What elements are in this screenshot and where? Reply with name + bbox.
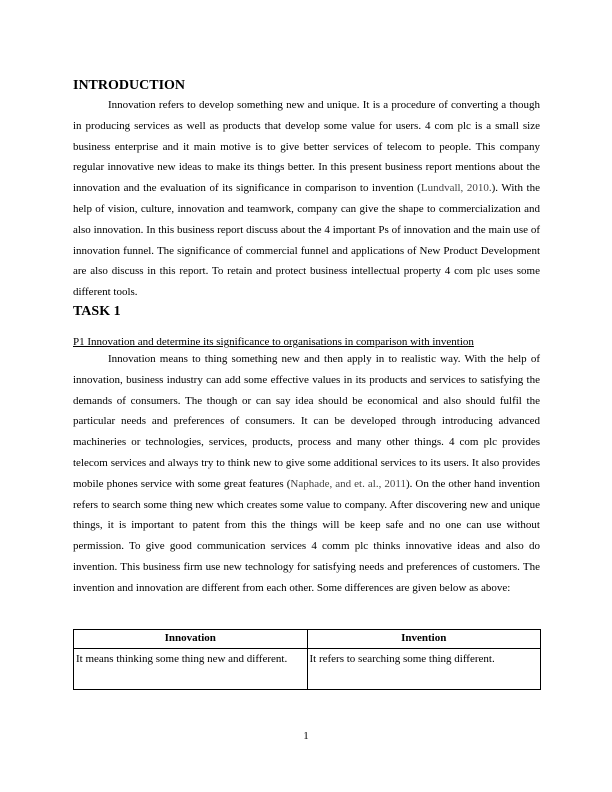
- page-number: 1: [303, 730, 309, 742]
- task1-text-part-2: ). On the other hand invention refers to search some thing new which creates some value to company. After discovering new and unique things, it is important to patent from this the things will be keep safe and no one can use without permission. To give good communication services 4 comm plc thinks innovative ideas and also do invention. This business firm use new technology for satisfying needs and preferences of customers. The invention and innovation are different from each other. Some differences are given below as above:: [73, 477, 541, 594]
- task1-subheading: P1 Innovation and determine its significance to organisations in comparison with invention: [73, 335, 474, 348]
- task1-heading: TASK 1: [73, 303, 121, 319]
- table-row: [74, 648, 541, 689]
- comparison-table: [73, 629, 541, 690]
- introduction-text-part-1: Innovation refers to develop something new and unique. It is a procedure of converting a though in producing services as well as products that develop some value for users. 4 com plc is a small size business enterprise and it main motive is to give better services of telecom to people. This company regular innovative new ideas to make its things better. In this present business report mentions about the innovation and the evaluation of its significance in comparison to invention (: [73, 99, 540, 195]
- table-cell-invention: It refers to searching some thing different.: [307, 648, 541, 689]
- introduction-citation: Lundvall, 2010.: [420, 182, 492, 195]
- table-header-invention: Invention: [307, 629, 541, 648]
- task1-text-part-1: Innovation means to thing something new and then apply in to realistic way. With the help of innovation, business industry can add some effective values in its products and services to satisfying the demands of consumers. The though or can say idea should be economical and also should fulfil the particular needs and preferences of consumers. It can be developed through introducing advanced machineries or technologies, services, products, process and many other things. 4 com plc provides telecom services and always try to think new to give some additional services to its users. It also provides mobile phones service with some great features (: [73, 352, 540, 490]
- task1-citation: Naphade, and et. al., 2011: [290, 477, 406, 490]
- table-cell-innovation: It means thinking some thing new and different.: [74, 648, 308, 689]
- task1-paragraph: [73, 349, 540, 599]
- table-header-row: [74, 629, 541, 648]
- introduction-paragraph: [73, 95, 540, 303]
- page-content: [73, 77, 540, 690]
- introduction-heading: INTRODUCTION: [73, 78, 186, 93]
- table-header-innovation: Innovation: [74, 629, 308, 648]
- introduction-text-part-2: ). With the help of vision, culture, innovation and teamwork, company can give the shape to commercialization and also innovation. In this business report discuss about the 4 important Ps of innovation and the main use of innovation funnel. The significance of commercial funnel and applications of New Product Development are also discuss in this report. To retain and protect business intellectual property 4 com plc uses some different tools.: [73, 182, 540, 299]
